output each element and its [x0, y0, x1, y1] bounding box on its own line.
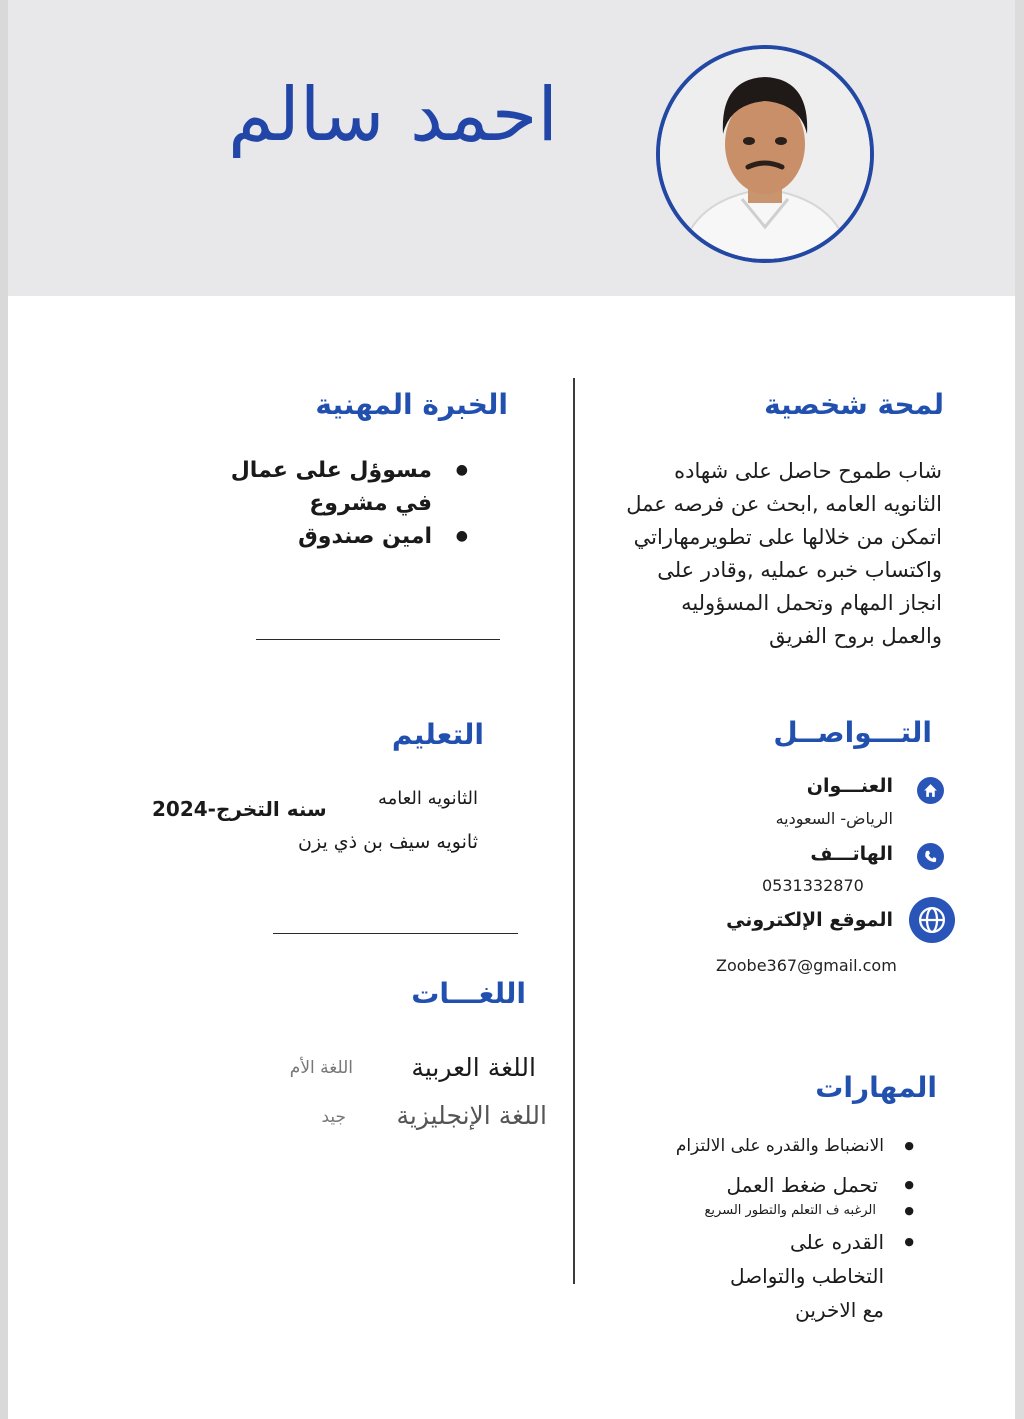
address-label: العنـــوان — [806, 775, 893, 797]
language-name-english: اللغة الإنجليزية — [396, 1101, 547, 1130]
experience-item: ● امين صندوق — [228, 520, 468, 553]
column-divider — [573, 378, 575, 1284]
summary-text: شاب طموح حاصل على شهاده الثانويه العامه ,ابحث عن فرصه عمل اتمكن من خلالها على تطويرمهاراتي واكتساب خبره عمليه ,وقادر على انجاز المهام وتحمل المسؤوليه والعمل بروح الفريق — [626, 459, 942, 648]
skill-item: ● الرغبه ف التعلم والتطور السريع — [654, 1201, 914, 1221]
education-degree: الثانويه العامه — [377, 788, 478, 809]
education-divider — [273, 933, 518, 934]
language-name-arabic: اللغة العربية — [411, 1053, 536, 1082]
profile-photo — [656, 45, 874, 263]
first-name: احمد — [410, 72, 558, 158]
phone-icon — [917, 843, 944, 870]
phone-label: الهاتـــف — [810, 843, 893, 865]
phone-value: 0531332870 — [762, 876, 864, 895]
profile-portrait-image — [660, 49, 870, 259]
experience-item: ● مسوؤل على عمال في مشروع — [228, 454, 468, 520]
website-label: الموقع الإلكتروني — [726, 909, 893, 931]
experience-divider — [256, 639, 500, 640]
skill-item: ● تحمل ضغط العمل — [654, 1171, 914, 1199]
experience-list — [228, 454, 468, 553]
language-level-english: جيد — [321, 1107, 346, 1127]
last-name: سالم — [228, 72, 385, 158]
education-title: التعليم — [391, 718, 484, 751]
page-edge-right — [1015, 0, 1024, 1419]
skills-list — [654, 1133, 914, 1327]
contact-title: التـــواصــل — [773, 716, 932, 749]
languages-title: اللغـــات — [411, 977, 526, 1010]
skill-item: ● القدره على التخاطب والتواصل مع الاخرين — [714, 1225, 914, 1327]
summary-title: لمحة شخصية — [764, 388, 944, 421]
address-value: الرياض- السعوديه — [775, 809, 893, 828]
experience-title: الخبرة المهنية — [315, 388, 508, 421]
globe-icon — [909, 897, 955, 943]
website-value[interactable]: Zoobe367@gmail.com — [716, 956, 897, 975]
home-icon — [917, 777, 944, 804]
language-level-arabic: اللغة الأم — [289, 1058, 353, 1078]
skills-title: المهارات — [815, 1071, 937, 1104]
page-edge-left — [0, 0, 8, 1419]
skill-item: ● الانضباط والقدره على الالتزام — [654, 1133, 914, 1159]
education-school: ثانويه سيف بن ذي يزن — [298, 831, 478, 853]
graduation-year: سنه التخرج-2024 — [152, 797, 327, 821]
